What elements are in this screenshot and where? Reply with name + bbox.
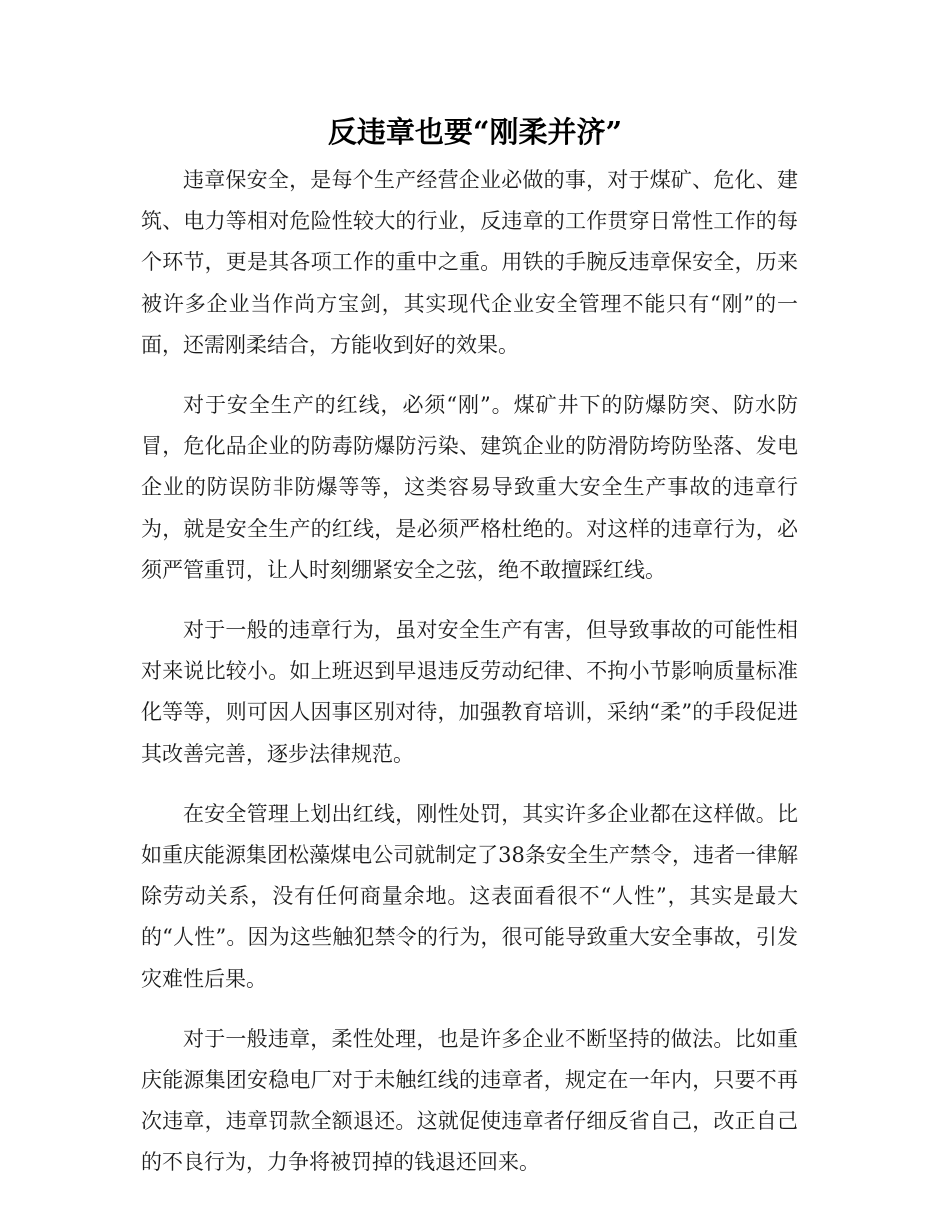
paragraph-5: 对于一般违章，柔性处理，也是许多企业不断坚持的做法。比如重庆能源集团安稳电厂对于未触红线的违章者，规定在一年内，只要不再次违章，违章罚款全额退还。这就促使违章者仔细反省自己，改正自己的不良行为，力争将被罚掉的钱退还回来。: [141, 1026, 798, 1175]
paragraph-4: 在安全管理上划出红线，刚性处罚，其实许多企业都在这样做。比如重庆能源集团松藻煤电公司就制定了38条安全生产禁令，违者一律解除劳动关系，没有任何商量余地。这表面看很不“人性”，其实是最大的“人性”。因为这些触犯禁令的行为，很可能导致重大安全事故，引发灾难性后果。: [141, 801, 798, 991]
paragraph-3: 对于一般的违章行为，虽对安全生产有害，但导致事故的可能性相对来说比较小。如上班迟到早退违反劳动纪律、不拘小节影响质量标准化等等，则可因人因事区别对待，加强教育培训，采纳“柔”的手段促进其改善完善，逐步法律规范。: [141, 618, 798, 766]
document-title: 反违章也要“刚柔并济”: [327, 115, 623, 149]
paragraph-2: 对于安全生产的红线，必须“刚”。煤矿井下的防爆防突、防水防冒，危化品企业的防毒防爆防污染、建筑企业的防滑防垮防坠落、发电企业的防误防非防爆等等，这类容易导致重大安全生产事故的违章行为，就是安全生产的红线，是必须严格杜绝的。对这样的违章行为，必须严管重罚，让人时刻绷紧安全之弦，绝不敢擅踩红线。: [141, 393, 798, 582]
paragraph-1: 违章保安全，是每个生产经营企业必做的事，对于煤矿、危化、建筑、电力等相对危险性较大的行业，反违章的工作贯穿日常性工作的每个环节，更是其各项工作的重中之重。用铁的手腕反违章保安全，历来被许多企业当作尚方宝剑，其实现代企业安全管理不能只有“刚”的一面，还需刚柔结合，方能收到好的效果。: [141, 168, 798, 357]
document-body: [141, 160, 798, 1203]
